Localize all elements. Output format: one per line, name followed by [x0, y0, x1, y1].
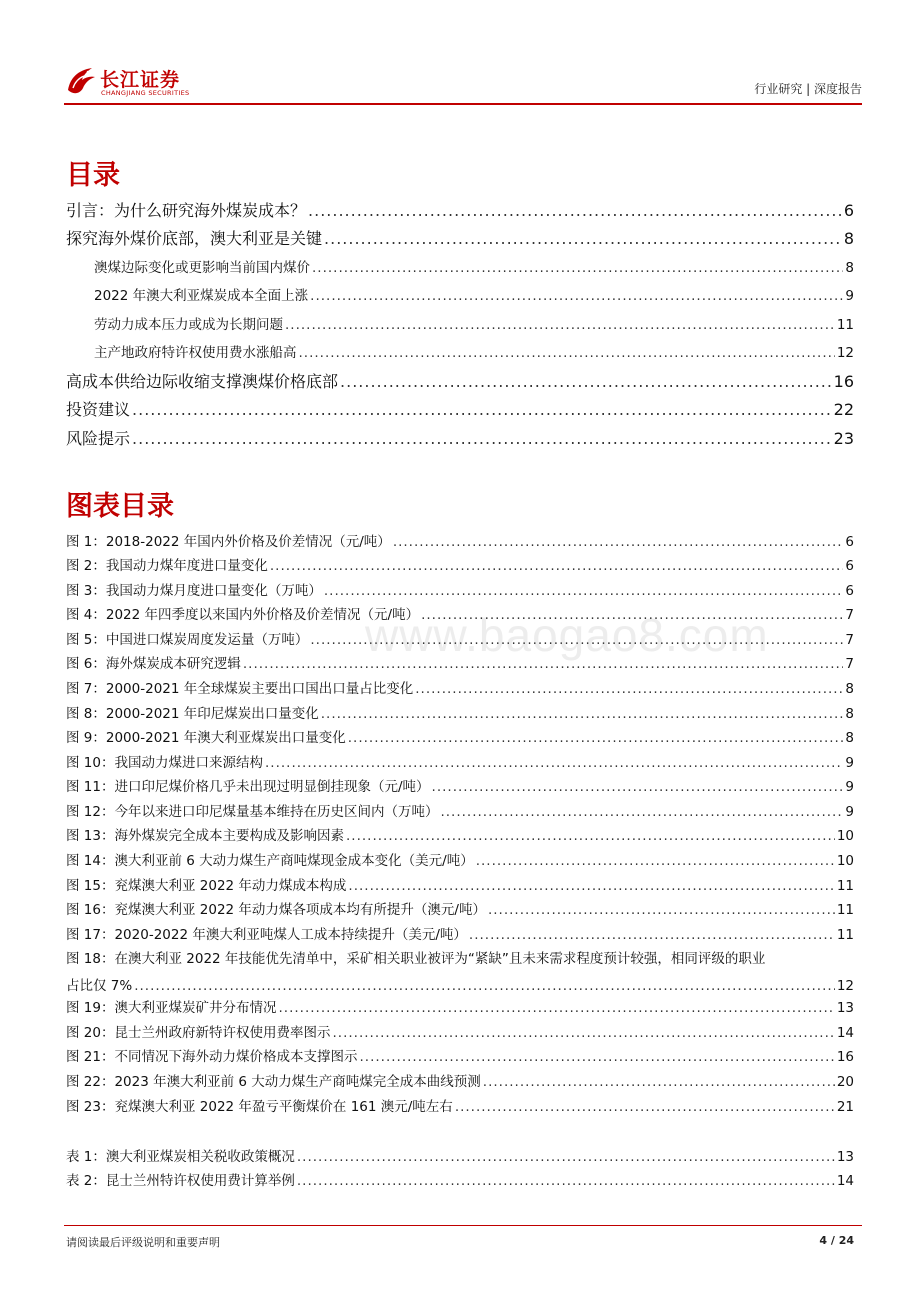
- table-item-page: 14: [836, 1173, 854, 1189]
- figure-item-page: 6: [845, 558, 854, 574]
- toc-subitem[interactable]: [94, 341, 854, 361]
- figure-item[interactable]: [66, 554, 854, 574]
- toc-item-text: 引言：为什么研究海外煤炭成本？: [66, 201, 307, 220]
- figure-item-text: 图 18：在澳大利亚 2022 年技能优先清单中，采矿相关职业被评为“紧缺”且未来需求程度预计较强，相同评级的职业: [66, 951, 766, 967]
- toc-item-text: 2022 年澳大利亚煤炭成本全面上涨: [94, 288, 309, 304]
- figure-item-text: 图 3：我国动力煤月度进口量变化（万吨）: [66, 583, 322, 599]
- figure-item-text: 图 12：今年以来进口印尼煤量基本维持在历史区间内（万吨）: [66, 804, 439, 820]
- figure-item-page: 10: [836, 853, 854, 869]
- table-item-text: 表 2：昆士兰州特许权使用费计算举例: [66, 1173, 295, 1189]
- table-item[interactable]: [66, 1169, 854, 1189]
- figure-item-page: 11: [836, 902, 854, 918]
- figure-item-page: 6: [845, 583, 854, 599]
- header-divider: [64, 103, 862, 105]
- footer-divider: [64, 1225, 862, 1226]
- table-item-page: 13: [836, 1149, 854, 1165]
- figure-item[interactable]: [66, 1095, 854, 1115]
- toc-item-page: 9: [845, 288, 854, 304]
- figure-item[interactable]: [66, 1045, 854, 1065]
- toc-item-text: 高成本供给边际收缩支撑澳煤价格底部: [66, 372, 339, 391]
- figure-item-page: 16: [836, 1049, 854, 1065]
- figure-item-page: 9: [845, 804, 854, 820]
- figure-item-page: 7: [845, 607, 854, 623]
- figure-item-text: 图 14：澳大利亚前 6 大动力煤生产商吨煤现金成本变化（美元/吨）: [66, 853, 474, 869]
- toc-item-page: 16: [833, 372, 854, 391]
- figure-item-page: 7: [845, 632, 854, 648]
- logo-chinese-name: 长江证券: [100, 69, 181, 91]
- figure-item[interactable]: [66, 579, 854, 599]
- figure-item-page: 14: [836, 1025, 854, 1041]
- figure-item[interactable]: [66, 800, 854, 820]
- figure-item[interactable]: [66, 530, 854, 550]
- toc-item-text: 劳动力成本压力或成为长期问题: [94, 317, 283, 333]
- figure-item[interactable]: [66, 996, 854, 1016]
- figure-item-text: 图 17：2020-2022 年澳大利亚吨煤人工成本持续提升（美元/吨）: [66, 927, 467, 943]
- figure-item-page: 12: [836, 978, 854, 994]
- figure-item-text: 图 15：兖煤澳大利亚 2022 年动力煤成本构成: [66, 878, 347, 894]
- toc-subitem[interactable]: [94, 313, 854, 333]
- figure-item[interactable]: [66, 923, 854, 943]
- figures-title: 图表目录: [66, 491, 174, 522]
- toc-item-page: 8: [843, 229, 854, 248]
- figure-item-text: 图 9：2000-2021 年澳大利亚煤炭出口量变化: [66, 730, 346, 746]
- figure-item[interactable]: [66, 898, 854, 918]
- toc-item-text: 风险提示: [66, 429, 131, 448]
- figure-item-text: 图 4：2022 年四季度以来国内外价格及价差情况（元/吨）: [66, 607, 420, 623]
- toc-item-page: 22: [833, 400, 854, 419]
- logo-english-name: CHANGJIANG SECURITIES: [101, 89, 190, 97]
- figure-item-text: 图 11：进口印尼煤价格几乎未出现过明显倒挂现象（元/吨）: [66, 779, 430, 795]
- figure-item-text: 图 23：兖煤澳大利亚 2022 年盈亏平衡煤价在 161 澳元/吨左右: [66, 1099, 453, 1115]
- figure-item[interactable]: [66, 824, 854, 844]
- figure-item-page: 13: [836, 1000, 854, 1016]
- figure-item-page: 21: [836, 1099, 854, 1115]
- toc-item-page: 6: [843, 201, 854, 220]
- figure-item-text: 图 10：我国动力煤进口来源结构: [66, 755, 263, 771]
- toc-item[interactable]: [66, 397, 854, 420]
- figure-item-page: 11: [836, 878, 854, 894]
- figure-item-page: 9: [845, 779, 854, 795]
- toc-item-page: 11: [836, 317, 854, 333]
- toc-item-text: 主产地政府特许权使用费水涨船高: [94, 345, 297, 361]
- figure-item-page: 11: [836, 927, 854, 943]
- figure-item-text: 图 7：2000-2021 年全球煤炭主要出口国出口量占比变化: [66, 681, 414, 697]
- figure-item-page: 6: [845, 534, 854, 550]
- toc-item[interactable]: [66, 226, 854, 249]
- watermark: www.baogao8.com: [365, 609, 769, 661]
- figure-item-text: 图 8：2000-2021 年印尼煤炭出口量变化: [66, 706, 319, 722]
- toc-item[interactable]: [66, 198, 854, 221]
- figure-item-text-continued: 占比仅 7%: [66, 978, 133, 994]
- figure-item-text: 图 13：海外煤炭完全成本主要构成及影响因素: [66, 828, 344, 844]
- figure-item-page: 7: [845, 656, 854, 672]
- toc-item-text: 投资建议: [66, 400, 131, 419]
- figure-item-page: 8: [845, 730, 854, 746]
- report-type-label: 行业研究 | 深度报告: [754, 82, 862, 96]
- figure-item-text: 图 6：海外煤炭成本研究逻辑: [66, 656, 241, 672]
- figure-item-page: 20: [836, 1074, 854, 1090]
- toc-subitem[interactable]: [94, 284, 854, 304]
- figure-item[interactable]: [66, 849, 854, 869]
- figure-item-page: 8: [845, 706, 854, 722]
- table-item-text: 表 1：澳大利亚煤炭相关税收政策概况: [66, 1149, 295, 1165]
- disclaimer-note: 请阅读最后评级说明和重要声明: [66, 1236, 220, 1249]
- figure-item-text: 图 1：2018-2022 年国内外价格及价差情况（元/吨）: [66, 534, 391, 550]
- page-number: 4 / 24: [819, 1234, 854, 1247]
- page-header: [64, 62, 862, 102]
- toc-title: 目录: [66, 160, 120, 191]
- figure-item-text: 图 21：不同情况下海外动力煤价格成本支撑图示: [66, 1049, 358, 1065]
- figure-item-text: 图 22：2023 年澳大利亚前 6 大动力煤生产商吨煤完全成本曲线预测: [66, 1074, 481, 1090]
- toc-item-text: 澳煤边际变化或更影响当前国内煤价: [94, 260, 310, 276]
- figure-item[interactable]: [66, 1070, 854, 1090]
- figure-item-text: 图 20：昆士兰州政府新特许权使用费率图示: [66, 1025, 331, 1041]
- phoenix-logo-icon: [64, 64, 98, 98]
- figure-item-text: 图 5：中国进口煤炭周度发运量（万吨）: [66, 632, 309, 648]
- toc-item-page: 23: [833, 429, 854, 448]
- toc-item[interactable]: [66, 369, 854, 392]
- figure-item-page: 9: [845, 755, 854, 771]
- figure-item-text: 图 16：兖煤澳大利亚 2022 年动力煤各项成本均有所提升（澳元/吨）: [66, 902, 486, 918]
- figure-item[interactable]: [66, 702, 854, 722]
- figure-item[interactable]: [66, 751, 854, 771]
- figure-item-wrapped[interactable]: [66, 947, 854, 994]
- figure-item[interactable]: [66, 1021, 854, 1041]
- toc-item[interactable]: [66, 426, 854, 449]
- figure-item-text: 图 19：澳大利亚煤炭矿井分布情况: [66, 1000, 277, 1016]
- figure-item[interactable]: [66, 677, 854, 697]
- figure-item-text: 图 2：我国动力煤年度进口量变化: [66, 558, 268, 574]
- figure-item-page: 8: [845, 681, 854, 697]
- toc-subitem[interactable]: [94, 256, 854, 276]
- table-item[interactable]: [66, 1145, 854, 1165]
- toc-item-page: 12: [836, 345, 854, 361]
- figure-item[interactable]: [66, 726, 854, 746]
- figure-item[interactable]: [66, 874, 854, 894]
- toc-item-text: 探究海外煤价底部，澳大利亚是关键: [66, 229, 323, 248]
- toc-item-page: 8: [845, 260, 854, 276]
- figure-item-page: 10: [836, 828, 854, 844]
- figure-item[interactable]: [66, 775, 854, 795]
